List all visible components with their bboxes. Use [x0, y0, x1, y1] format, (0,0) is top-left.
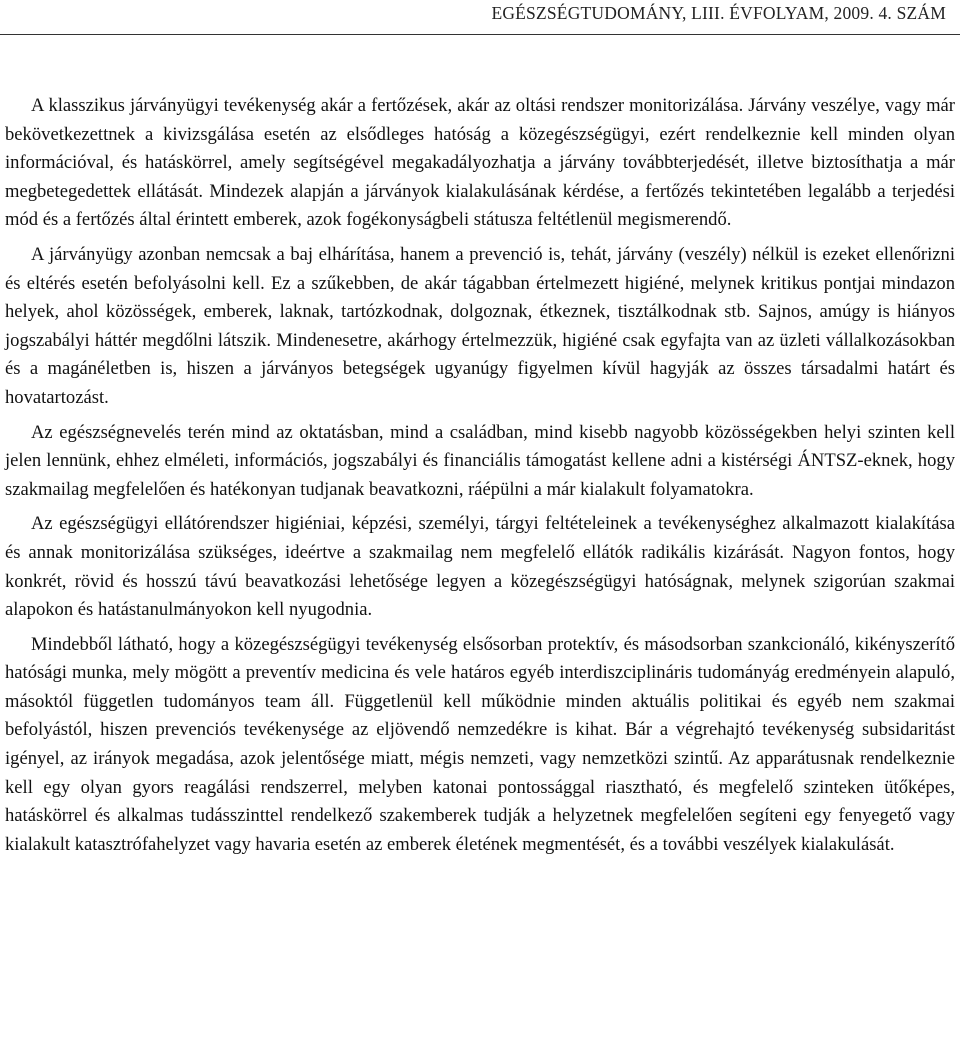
- paragraph-1: A klasszikus járványügyi tevékenység akár a fertőzések, akár az oltási rendszer monitorizálása. Járvány veszélye, vagy már bekövetkezettnek a kivizsgálása esetén az elsődleges hatóság a közegészségügyi, ezért rendelkeznie kell minden olyan információval, és hatáskörrel, amely segítségével megakadályozhatja a járvány továbbterjedését, illetve biztosíthatja a már megbetegedettek ellátását. Mindezek alapján a járványok kialakulásának kérdése, a fertőzés tekintetében legalább a terjedési mód és a fertőzés által érintett emberek, azok fogékonyságbeli státusza feltétlenül megismerendő.: [5, 95, 955, 231]
- article-body: [5, 92, 955, 859]
- header-divider: [0, 34, 960, 35]
- paragraph-4: Az egészségügyi ellátórendszer higiéniai, képzési, személyi, tárgyi feltételeinek a tevékenységhez alkalmazott kialakítása és annak monitorizálása szükséges, ideértve a szakmailag nem megfelelő ellátók radikális kizárását. Nagyon fontos, hogy konkrét, rövid és hosszú távú beavatkozási lehetősége legyen a közegészségügyi hatóságnak, melynek szigorúan szakmai alapokon és hatástanulmányokon kell nyugodnia.: [5, 513, 955, 621]
- paragraph-3: Az egészségnevelés terén mind az oktatásban, mind a családban, mind kisebb nagyobb közösségekben helyi szinten kell jelen lennünk, ehhez elméleti, információs, jogszabályi és financiális támogatást kellene adni a kistérségi ÁNTSZ-eknek, hogy szakmailag megfelelően és hatékonyan tudjanak beavatkozni, ráépülni a már kialakult folyamatokra.: [5, 421, 955, 500]
- paragraph-5: Mindebből látható, hogy a közegészségügyi tevékenység elsősorban protektív, és másodsorban szankcionáló, kikényszerítő hatósági munka, mely mögött a preventív medicina és vele határos egyéb interdiszciplináris tudományág eredményein alapuló, másoktól független tudományos team áll. Függetlenül kell működnie minden aktuális politikai és egyéb nem szakmai befolyástól, hiszen prevenciós tevékenysége az eljövendő nemzedékre is kihat. Bár a végrehajtó tevékenység subsidaritást igényel, az irányok megadása, azok jelentősége miatt, mégis nemzeti, vagy nemzetközi szintű. Az apparátusnak rendelkeznie kell egy olyan gyors reagálási rendszerrel, melyben katonai pontossággal riasztható, és megfelelő szinteken ütőképes, hatáskörrel és alkalmas tudásszinttel rendelkező szakemberek tudják a helyzetnek megfelelően segíteni egy fenyegető vagy kialakult katasztrófahelyzet vagy havaria esetén az emberek életének megmentését, és a további veszélyek kialakulását.: [5, 633, 955, 855]
- journal-header: EGÉSZSÉGTUDOMÁNY, LIII. ÉVFOLYAM, 2009. 4. SZÁM: [491, 3, 946, 23]
- paragraph-2: A járványügy azonban nemcsak a baj elhárítása, hanem a prevenció is, tehát, járvány (veszély) nélkül is ezeket ellenőrizni és eltérés esetén befolyásolni kell. Ez a szűkebben, de akár tágabban értelmezett higiéné, melynek kritikus pontjai mindazon helyek, ahol közösségek, emberek, laknak, tartózkodnak, dolgoznak, étkeznek, tisztálkodnak stb. Sajnos, amúgy is hiányos jogszabályi háttér megdőlni látszik. Mindenesetre, akárhogy értelmezzük, higiéné csak egyfajta van az üzleti vállalkozásokban és a magánéletben is, hiszen a járványos betegségek ugyanúgy figyelmen kívül hagyják az összes társadalmi határt és hovatartozást.: [5, 243, 955, 408]
